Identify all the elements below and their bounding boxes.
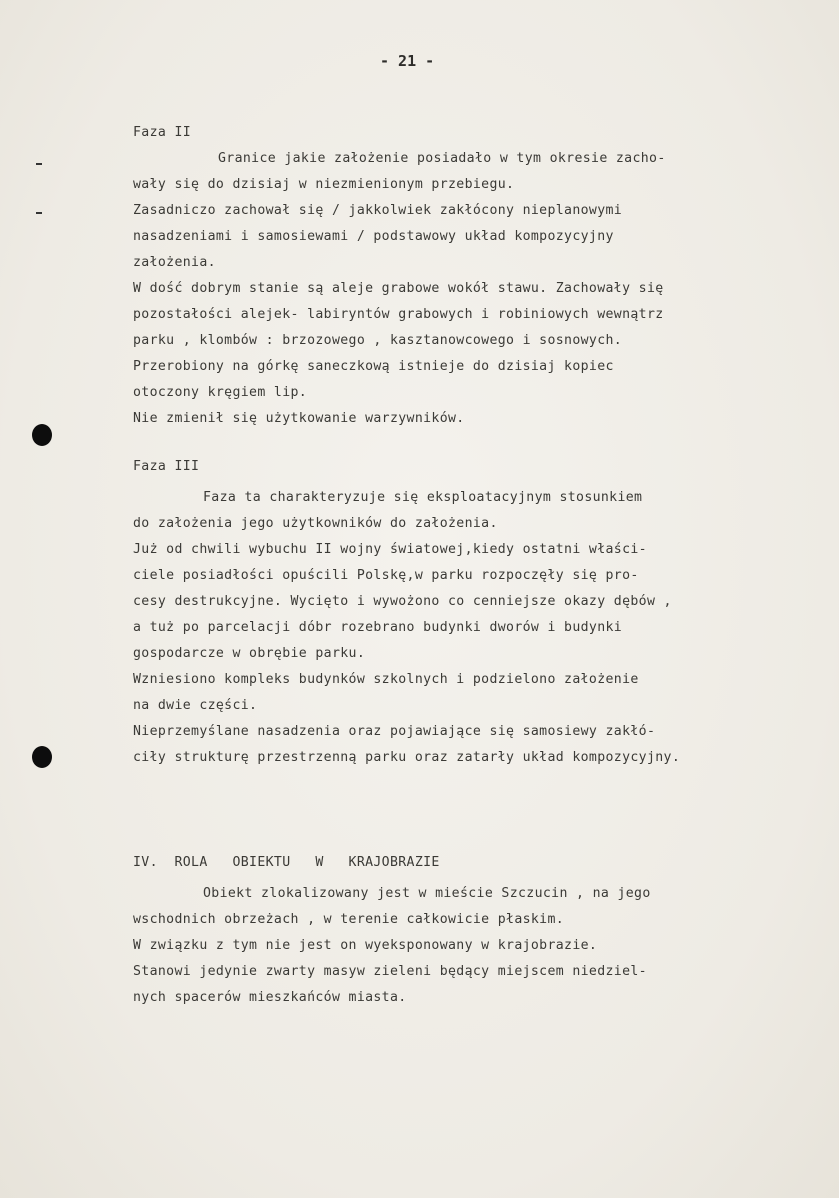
section-4-line: Obiekt zlokalizowany jest w mieście Szczucin , na jego [203, 886, 651, 901]
faza-2-line: W dość dobrym stanie są aleje grabowe wokół stawu. Zachowały się [133, 281, 664, 296]
faza-2-heading: Faza II [133, 125, 192, 140]
section-4-line: nych spacerów mieszkańców miasta. [133, 990, 407, 1005]
faza-2-line: pozostałości alejek- labiryntów grabowych i robiniowych wewnątrz [133, 307, 664, 322]
page-number: - 21 - [380, 52, 435, 70]
faza-3-heading: Faza III [133, 459, 200, 474]
faza-2-line: Przerobiony na górkę saneczkową istnieje do dzisiaj kopiec [133, 359, 614, 374]
faza-3-line: na dwie części. [133, 698, 258, 713]
faza-3-line: Nieprzemyślane nasadzenia oraz pojawiające się samosiewy zakłó- [133, 724, 656, 739]
faza-2-line: założenia. [133, 255, 216, 270]
faza-3-line: Wzniesiono kompleks budynków szkolnych i podzielono założenie [133, 672, 639, 687]
faza-2-line: Nie zmienił się użytkowanie warzywników. [133, 411, 465, 426]
faza-2-line: otoczony kręgiem lip. [133, 385, 308, 400]
faza-3-line: a tuż po parcelacji dóbr rozebrano budynki dworów i budynki [133, 620, 623, 635]
faza-3-line: do założenia jego użytkowników do założenia. [133, 516, 498, 531]
faza-2-line: Zasadniczo zachował się / jakkolwiek zakłócony nieplanowymi [133, 203, 623, 218]
faza-3-line: ciele posiadłości opuścili Polskę,w parku rozpoczęły się pro- [133, 568, 639, 583]
faza-3-line: cesy destrukcyjne. Wycięto i wywożono co cenniejsze okazy dębów , [133, 594, 672, 609]
punch-hole [32, 424, 52, 446]
section-4-line: W związku z tym nie jest on wyeksponowany w krajobrazie. [133, 938, 598, 953]
margin-mark [36, 163, 42, 165]
faza-3-line: Już od chwili wybuchu II wojny światowej,kiedy ostatni właści- [133, 542, 647, 557]
section-4-line: Stanowi jedynie zwarty masyw zieleni będący miejscem niedziel- [133, 964, 647, 979]
faza-3-line: gospodarcze w obrębie parku. [133, 646, 366, 661]
faza-2-line: wały się do dzisiaj w niezmienionym przebiegu. [133, 177, 515, 192]
faza-3-line: ciły strukturę przestrzenną parku oraz zatarły układ kompozycyjny. [133, 750, 681, 765]
section-4-heading: IV. ROLA OBIEKTU W KRAJOBRAZIE [133, 855, 440, 870]
faza-2-line: Granice jakie założenie posiadało w tym okresie zacho- [218, 151, 666, 166]
margin-mark [36, 212, 42, 214]
faza-3-line: Faza ta charakteryzuje się eksploatacyjnym stosunkiem [203, 490, 643, 505]
section-4-line: wschodnich obrzeżach , w terenie całkowicie płaskim. [133, 912, 565, 927]
punch-hole [32, 746, 52, 768]
faza-2-line: parku , klombów : brzozowego , kasztanowcowego i sosnowych. [133, 333, 623, 348]
faza-2-line: nasadzeniami i samosiewami / podstawowy układ kompozycyjny [133, 229, 614, 244]
